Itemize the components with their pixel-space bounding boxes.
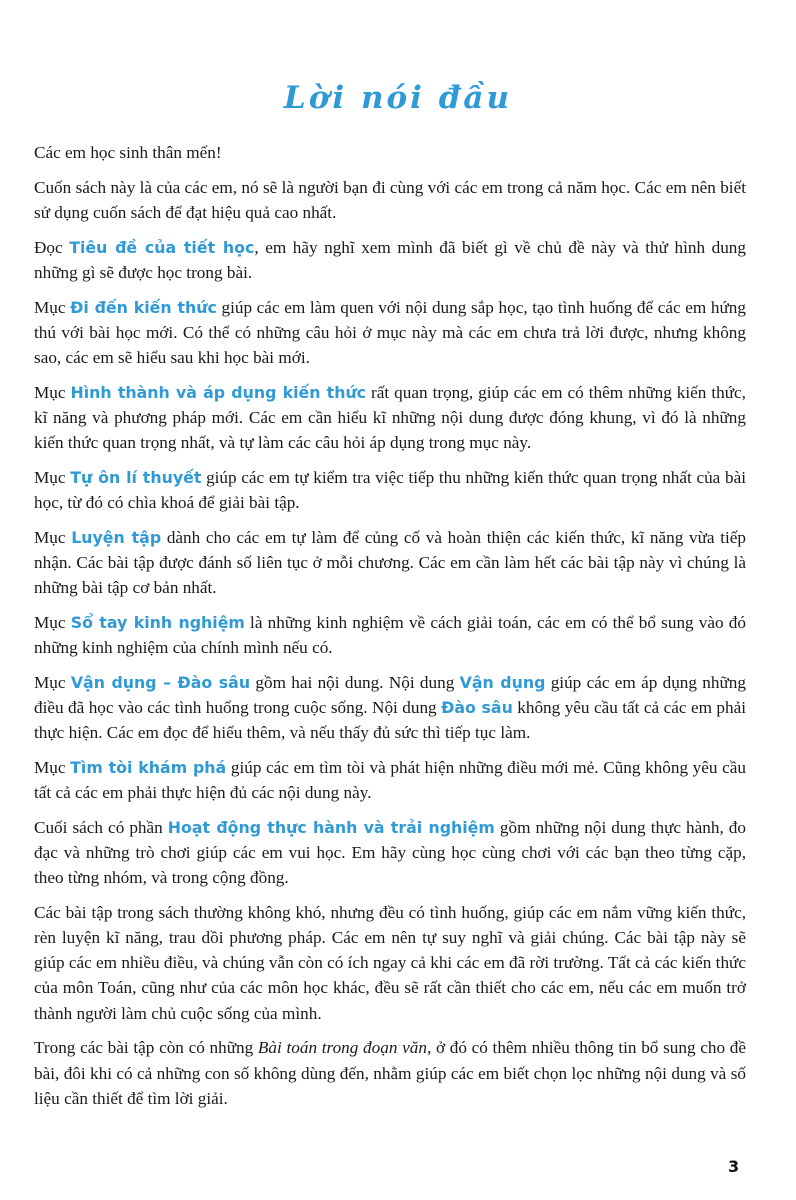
text-run: Mục — [34, 297, 71, 317]
text-run: Mục — [34, 757, 71, 777]
section-name-highlight: Đi đến kiến thức — [70, 297, 217, 317]
text-run: Mục — [34, 612, 71, 632]
paragraph — [34, 610, 746, 660]
paragraph — [34, 1035, 746, 1111]
text-run: Mục — [34, 672, 71, 692]
page-title: Lời nói đầu — [283, 80, 513, 116]
paragraph — [34, 755, 746, 805]
section-name-highlight: Hoạt động thực hành và trải nghiệm — [167, 817, 495, 837]
text-run: giúp các em tìm tòi và phát hiện những điều mới mẻ. Cũng không yêu cầu tất cả các em phải thực hiện đủ các nội dung này. — [34, 757, 746, 802]
text-run: Các em học sinh thân mến! — [34, 143, 222, 162]
paragraph — [34, 235, 746, 285]
text-run: không yêu cầu tất cả các em phải thực hiện. Các em đọc để hiểu thêm, và nếu thấy đủ sức thì tiếp tục làm. — [34, 697, 746, 743]
text-run: Mục — [34, 382, 71, 402]
text-run: Cuối sách có phần — [34, 817, 168, 837]
page-number: 3 — [728, 1157, 740, 1176]
section-name-highlight: Vận dụng — [459, 672, 546, 692]
section-name-highlight: Hình thành và áp dụng kiến thức — [70, 382, 367, 402]
paragraph — [34, 670, 746, 746]
paragraph — [34, 465, 746, 515]
text-run: giúp các em áp dụng những điều đã học vào các tình huống trong cuộc sống. Nội dung — [34, 672, 746, 717]
section-name-highlight: Tìm tòi khám phá — [70, 757, 227, 777]
text-run: Mục — [34, 467, 71, 487]
section-name-highlight: Vận dụng – Đào sâu — [70, 672, 251, 692]
text-run: Các bài tập trong sách thường không khó, nhưng đều có tình huống, giúp các em nắm vững kiến thức, rèn luyện kĩ năng, trau dồi phương pháp. Các em nên tự suy nghĩ và giải chúng. Các bài tập này sẽ giúp các em nhiều điều, và chúng vẫn còn có ích ngay cả khi các em đã rời trường. Tất cả các kiến thức của môn Toán, cũng như của các môn học khác, đều sẽ rất cần thiết cho các em, nếu các em muốn trở thành người làm chủ cuộc sống của mình. — [34, 902, 746, 1023]
text-run: Trong các bài tập còn có những — [34, 1038, 258, 1058]
section-name-highlight: Tự ôn lí thuyết — [70, 467, 202, 487]
text-run: ở đó có thêm nhiều thông tin bổ sung cho đề bài, đôi khi có cả những con số không dùng đến, nhằm giúp các em biết chọn lọc những nội dung và số liệu cần thiết để tìm lời giải. — [34, 1038, 746, 1108]
text-run: rất quan trọng, giúp các em có thêm những kiến thức, kĩ năng và phương pháp mới. Các em cần hiểu kĩ những nội dung được đóng khung, vì đó là những kiến thức quan trọng nhất, và tự làm các câu hỏi áp dụng trong mục này. — [34, 382, 746, 453]
paragraph — [34, 175, 746, 225]
italic-phrase: Bài toán trong đoạn văn, — [257, 1038, 432, 1058]
section-name-highlight: Tiêu đề của tiết học — [69, 237, 255, 257]
text-run: là những kinh nghiệm về cách giải toán, các em có thể bổ sung vào đó những kinh nghiệm của chính mình nếu có. — [34, 612, 746, 657]
section-name-highlight: Đào sâu — [441, 697, 513, 717]
section-name-highlight: Luyện tập — [71, 527, 162, 547]
section-name-highlight: Sổ tay kinh nghiệm — [70, 612, 245, 632]
paragraph — [34, 140, 746, 165]
text-run: gồm những nội dung thực hành, đo đạc và những trò chơi giúp các em vui học. Em hãy cùng học cùng chơi với các bạn theo từng cặp, theo từng nhóm, và trong cộng đồng. — [34, 817, 746, 888]
paragraph — [34, 525, 746, 601]
text-run: Đọc — [34, 237, 70, 257]
text-run: Mục — [34, 527, 72, 547]
text-run: giúp các em làm quen với nội dung sắp học, tạo tình huống để các em hứng thú với bài học mới. Có thể có những câu hỏi ở mục này mà các em chưa trả lời được, nhưng không sao, các em sẽ hiểu sau khi học bài mới. — [34, 297, 746, 367]
text-run: gồm hai nội dung. Nội dung — [250, 672, 460, 692]
paragraph — [34, 815, 746, 891]
text-run: , em hãy nghĩ xem mình đã biết gì về chủ đề này và thử hình dung những gì sẽ được học trong bài. — [34, 237, 746, 282]
text-run: giúp các em tự kiểm tra việc tiếp thu những kiến thức quan trọng nhất của bài học, từ đó có chìa khoá để giải bài tập. — [34, 467, 746, 512]
paragraph — [34, 295, 746, 371]
text-run: Cuốn sách này là của các em, nó sẽ là người bạn đi cùng với các em trong cả năm học. Các em nên biết sử dụng cuốn sách để đạt hiệu quả cao nhất. — [34, 177, 746, 222]
paragraph — [34, 900, 746, 1026]
paragraph — [34, 380, 746, 456]
text-run: dành cho các em tự làm để củng cố và hoàn thiện các kiến thức, kĩ năng vừa tiếp nhận. Các bài tập được đánh số liên tục ở mỗi chương. Các em cần làm hết các bài tập này vì chúng là những bài tập cơ bản nhất. — [34, 527, 746, 598]
preface-body — [34, 140, 746, 1120]
